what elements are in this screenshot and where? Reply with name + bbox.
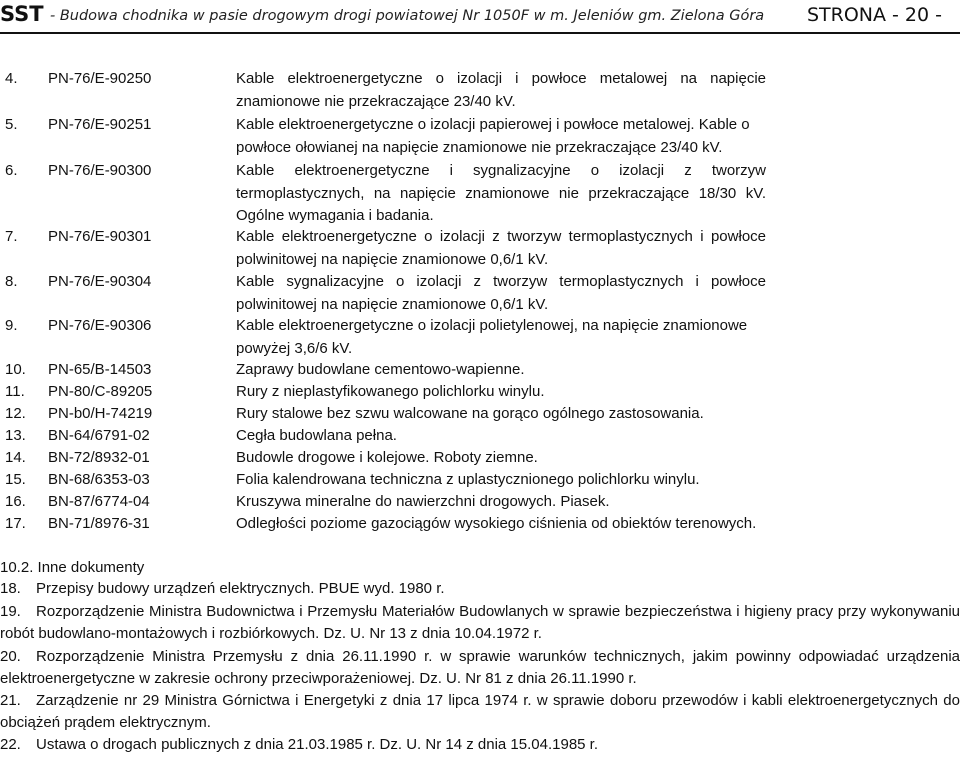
standard-description: Odległości poziome gazociągów wysokiego ciśnienia od obiektów terenowych. (236, 515, 757, 532)
list-item (0, 690, 960, 734)
standard-description: Kable sygnalizacyjne o izolacji z tworzyw termoplastycznych i powłoce polwinitowej na napięcie znamionowe 0,6/1 kV. (236, 273, 766, 313)
standard-description: Kable elektroenergetyczne o izolacji i powłoce metalowej na napięcie znamionowe nie przekraczające 23/40 kV. (236, 70, 766, 110)
list-item (0, 646, 960, 690)
standard-description: Rury z nieplastyfikowanego polichlorku winylu. (236, 383, 545, 400)
item-number: 16. (5, 493, 26, 510)
item-number: 9. (5, 317, 18, 334)
standard-code: PN-76/E-90250 (48, 70, 152, 87)
standard-code: PN-80/C-89205 (48, 383, 153, 400)
list-item (0, 601, 960, 645)
list-item (0, 734, 960, 756)
item-number: 15. (5, 471, 26, 488)
standard-description: Kable elektroenergetyczne o izolacji z tworzyw termoplastycznych i powłoce polwinitowej na napięcie znamionowe 0,6/1 kV. (236, 228, 766, 268)
standard-description: Kable elektroenergetyczne o izolacji polietylenowej, na napięcie znamionowe powyżej 3,6/6 kV. (236, 317, 748, 357)
document-brand: SST (0, 2, 44, 26)
document-text: Przepisy budowy urządzeń elektrycznych. PBUE wyd. 1980 r. (36, 580, 445, 597)
standard-code: BN-72/8932-01 (48, 449, 150, 466)
standard-code: PN-76/E-90304 (48, 273, 152, 290)
item-number: 22. (0, 736, 21, 753)
item-number: 4. (5, 70, 18, 87)
item-number: 11. (5, 383, 25, 400)
document-text: Rozporządzenie Ministra Przemysłu z dnia 26.11.1990 r. w sprawie warunków technicznych, jakim powinny odpowiadać urządzenia elektroenergetyczne w zakresie ochrony przeciwporażeniowej. Dz. U. Nr 81 z dnia 26.11.1990 r. (0, 648, 960, 687)
document-text: Ustawa o drogach publicznych z dnia 21.03.1985 r. Dz. U. Nr 14 z dnia 15.04.1985 r. (36, 736, 599, 753)
standard-description: Budowle drogowe i kolejowe. Roboty ziemne. (236, 449, 538, 466)
item-number: 5. (5, 116, 18, 133)
standard-description: Kable elektroenergetyczne i sygnalizacyjne o izolacji z tworzyw termoplastycznych, na napięcie znamionowe nie przekraczające 18/30 kV. Ogólne wymagania i badania. (236, 162, 766, 224)
item-number: 12. (5, 405, 26, 422)
standard-description: Kable elektroenergetyczne o izolacji papierowej i powłoce metalowej. Kable o powłoce ołowianej na napięcie znamionowe nie przekraczające 23/40 kV. (236, 116, 750, 156)
standard-code: PN-b0/H-74219 (48, 405, 153, 422)
item-number: 20. (0, 648, 21, 665)
document-subtitle: - Budowa chodnika w pasie drogowym drogi powiatowej Nr 1050F w m. Jeleniów gm. Zielona Góra (50, 8, 765, 24)
page-number: STRONA - 20 - (806, 4, 942, 26)
standard-code: BN-64/6791-02 (48, 427, 150, 444)
list-item (0, 578, 960, 600)
standard-description: Rury stalowe bez szwu walcowane na gorąco ogólnego zastosowania. (236, 405, 704, 422)
item-number: 7. (5, 228, 18, 245)
page-header (0, 2, 960, 34)
document-text: Rozporządzenie Ministra Budownictwa i Przemysłu Materiałów Budowlanych w sprawie bezpieczeństwa i higieny pracy przy wykonywaniu robót budowlano-montażowych i rozbiórkowych. Dz. U. Nr 13 z dnia 10.04.1972 r. (0, 603, 960, 642)
standard-code: PN-76/E-90251 (48, 116, 152, 133)
standard-code: PN-76/E-90301 (48, 228, 152, 245)
standard-description: Folia kalendrowana techniczna z uplastycznionego polichlorku winylu. (236, 471, 700, 488)
standard-code: BN-68/6353-03 (48, 471, 150, 488)
standard-description: Kruszywa mineralne do nawierzchni drogowych. Piasek. (236, 493, 610, 510)
standard-code: PN-65/B-14503 (48, 361, 152, 378)
standard-description: Cegła budowlana pełna. (236, 427, 397, 444)
standard-code: BN-71/8976-31 (48, 515, 150, 532)
standard-code: PN-76/E-90300 (48, 162, 152, 179)
item-number: 8. (5, 273, 18, 290)
item-number: 19. (0, 603, 21, 620)
item-number: 14. (5, 449, 26, 466)
item-number: 21. (0, 692, 21, 709)
item-number: 13. (5, 427, 26, 444)
item-number: 17. (5, 515, 26, 532)
item-number: 10. (5, 361, 26, 378)
standard-code: BN-87/6774-04 (48, 493, 150, 510)
item-number: 18. (0, 580, 21, 597)
document-text: Zarządzenie nr 29 Ministra Górnictwa i Energetyki z dnia 17 lipca 1974 r. w sprawie doboru przewodów i kabli elektroenergetycznych do obciążeń prądem elektrycznym. (0, 692, 960, 731)
section-title: 10.2. Inne dokumenty (0, 559, 145, 576)
item-number: 6. (5, 162, 18, 179)
standard-code: PN-76/E-90306 (48, 317, 152, 334)
standard-description: Zaprawy budowlane cementowo-wapienne. (236, 361, 525, 378)
